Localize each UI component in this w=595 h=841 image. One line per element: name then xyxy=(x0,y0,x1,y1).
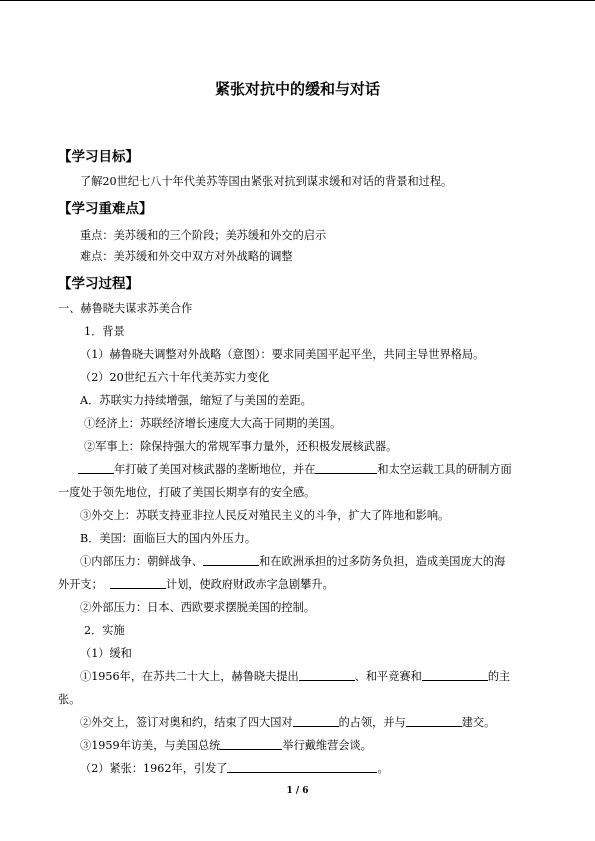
section-heading-process: 【学习过程】 xyxy=(58,276,139,292)
line-5: A．苏联实力持续增强，缩短了与美国的差距。 xyxy=(80,394,312,407)
line-4: （2）20世纪五六十年代美苏实力变化 xyxy=(80,371,270,384)
fill-blank[interactable] xyxy=(220,739,282,750)
line-8: 年打破了美国对核武器的垄断地位，并在 和太空运载工具的研制方面 xyxy=(78,462,512,477)
line-6: ①经济上：苏联经济增长速度大大高于同期的美国。 xyxy=(84,417,342,430)
fill-blank[interactable] xyxy=(299,670,355,681)
line-13: 外开支； 计划，使政府财政赤字急剧攀升。 xyxy=(58,578,334,591)
line-9: 一度处于领先地位，打破了美国长期享有的安全感。 xyxy=(58,486,316,499)
line-19: ②外交上，签订对奥和约，结束了四大国对 的占领，并与 建交。 xyxy=(80,716,496,729)
key-points-text: 重点：美苏缓和的三个阶段；美苏缓和外交的启示 xyxy=(80,229,327,242)
section-heading-key-points: 【学习重难点】 xyxy=(58,201,153,217)
line-21: （2）紧张：1962年，引发了 。 xyxy=(80,762,389,775)
section-heading-goals: 【学习目标】 xyxy=(58,149,139,165)
line-2: 1．背景 xyxy=(84,325,125,338)
top-rule xyxy=(0,0,595,1)
line-15: 2．实施 xyxy=(84,624,125,637)
fill-blank[interactable] xyxy=(78,463,114,474)
fill-blank[interactable] xyxy=(110,578,166,589)
line-11: B．美国：面临巨大的国内外压力。 xyxy=(80,532,257,545)
fill-blank[interactable] xyxy=(406,716,462,727)
line-7: ②军事上：除保持强大的常规军事力量外，还积极发展核武器。 xyxy=(84,440,398,453)
goal-text: 了解20世纪七八十年代美苏等国由紧张对抗到谋求缓和对话的背景和过程。 xyxy=(80,175,453,188)
page-title: 紧张对抗中的缓和与对话 xyxy=(214,80,380,98)
fill-blank[interactable] xyxy=(422,670,488,681)
fill-blank[interactable] xyxy=(293,716,339,727)
line-17: ①1956年，在苏共二十大上，赫鲁晓夫提出 、和平竞赛和 的主 xyxy=(80,670,511,683)
line-20: ③1959年访美，与美国总统 举行戴维营会谈。 xyxy=(80,739,372,752)
page-number: 1 / 6 xyxy=(286,786,309,796)
line-10: ③外交上：苏联支持亚非拉人民反对殖民主义的斗争，扩大了阵地和影响。 xyxy=(80,509,450,522)
line-1: 一、赫鲁晓夫谋求苏美合作 xyxy=(58,302,193,315)
fill-blank[interactable] xyxy=(315,463,377,474)
difficult-points-text: 难点：美苏缓和外交中双方对外战略的调整 xyxy=(80,250,293,263)
line-3: （1）赫鲁晓夫调整对外战略（意图）：要求同美国平起平坐，共同主导世界格局。 xyxy=(80,348,485,361)
line-14: ②外部压力：日本、西欧要求摆脱美国的控制。 xyxy=(80,601,315,614)
fill-blank[interactable] xyxy=(227,762,377,773)
line-18: 张。 xyxy=(58,693,81,706)
fill-blank[interactable] xyxy=(203,555,259,566)
line-16: （1）缓和 xyxy=(80,647,132,660)
line-12: ①内部压力：朝鲜战争、 和在欧洲承担的过多防务负担，造成美国庞大的海 xyxy=(80,555,506,568)
